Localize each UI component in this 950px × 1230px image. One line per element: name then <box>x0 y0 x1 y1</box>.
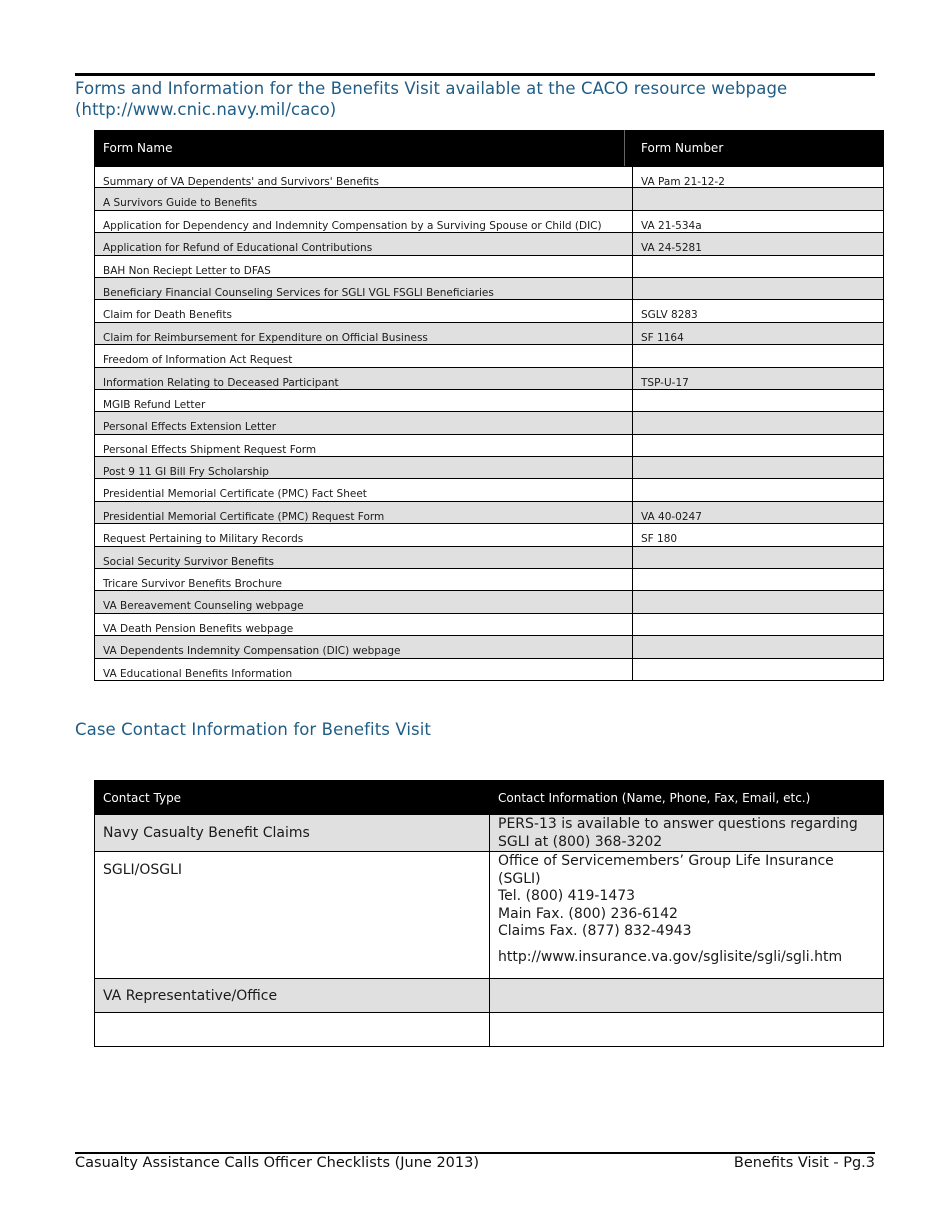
form-name-cell: Tricare Survivor Benefits Brochure <box>95 569 633 590</box>
contact-type-cell: VA Representative/Office <box>95 979 490 1012</box>
form-name-cell: Claim for Death Benefits <box>95 300 633 321</box>
table-row <box>94 636 884 658</box>
form-name-cell: Social Security Survivor Benefits <box>95 547 633 568</box>
table-row <box>94 815 884 852</box>
table-row <box>94 390 884 412</box>
form-name-cell: Information Relating to Deceased Participant <box>95 368 633 389</box>
form-name-cell: Presidential Memorial Certificate (PMC) Request Form <box>95 502 633 523</box>
form-name-cell: Freedom of Information Act Request <box>95 345 633 366</box>
table-row <box>94 591 884 613</box>
footer-page-number: Benefits Visit - Pg.3 <box>733 1155 875 1171</box>
form-name-cell: Claim for Reimbursement for Expenditure on Official Business <box>95 323 633 344</box>
sgli-url-link[interactable]: http://www.insurance.va.gov/sglisite/sgli/sgli.htm <box>498 948 843 965</box>
table-row <box>94 457 884 479</box>
form-name-header: Form Name <box>94 130 625 166</box>
table-row <box>94 345 884 367</box>
form-number-cell <box>633 188 883 209</box>
form-number-cell <box>633 591 883 612</box>
table-row <box>94 233 884 255</box>
contact-section-title: Case Contact Information for Benefits Visit <box>75 720 431 739</box>
contact-type-cell: Navy Casualty Benefit Claims <box>95 815 490 851</box>
table-row <box>94 300 884 322</box>
form-number-cell <box>633 278 883 299</box>
contact-info-line: Main Fax. (800) 236-6142 <box>498 905 678 922</box>
form-name-cell: Personal Effects Shipment Request Form <box>95 435 633 456</box>
contact-type-cell: SGLI/OSGLI <box>95 852 490 978</box>
table-row <box>94 479 884 501</box>
form-name-cell: VA Death Pension Benefits webpage <box>95 614 633 635</box>
form-number-cell <box>633 412 883 433</box>
form-number-cell: VA Pam 21-12-2 <box>641 176 725 188</box>
form-name-cell: VA Dependents Indemnity Compensation (DIC) webpage <box>95 636 633 657</box>
form-number-cell <box>633 256 883 277</box>
form-name-cell: Post 9 11 GI Bill Fry Scholarship <box>95 457 633 478</box>
contact-type-cell[interactable] <box>95 1013 490 1046</box>
form-name-cell: Application for Refund of Educational Contributions <box>95 233 633 254</box>
table-row <box>94 547 884 569</box>
form-number-cell <box>633 636 883 657</box>
form-number-cell: VA 40-0247 <box>641 510 702 523</box>
form-number-cell <box>633 569 883 590</box>
contact-info-line: SGLI at (800) 368-3202 <box>498 833 663 850</box>
contact-info-cell[interactable] <box>490 979 883 1012</box>
form-number-cell: VA 21-534a <box>641 219 702 232</box>
form-number-cell: VA 24-5281 <box>641 242 702 255</box>
contact-info-line: Claims Fax. (877) 832-4943 <box>498 923 692 939</box>
form-name-cell: VA Bereavement Counseling webpage <box>95 591 633 612</box>
form-name-cell: Request Pertaining to Military Records <box>95 524 633 545</box>
table-row <box>94 368 884 390</box>
contact-info-cell[interactable] <box>490 815 883 851</box>
table-row <box>94 614 884 636</box>
form-number-cell: TSP-U-17 <box>641 376 689 389</box>
form-name-cell: MGIB Refund Letter <box>95 390 633 411</box>
form-number-cell: SGLV 8283 <box>641 309 698 322</box>
table-row <box>94 412 884 434</box>
form-number-cell: SF 180 <box>641 533 678 546</box>
form-number-cell <box>633 614 883 635</box>
contact-info-cell[interactable] <box>490 1013 883 1046</box>
form-number-cell <box>633 547 883 568</box>
contact-table-header <box>94 780 884 815</box>
table-row <box>94 188 884 210</box>
table-row <box>94 166 884 188</box>
contact-table <box>94 780 884 1047</box>
contact-info-line: (SGLI) <box>498 870 541 887</box>
form-number-cell <box>633 659 883 680</box>
form-name-cell: Beneficiary Financial Counseling Services for SGLI VGL FSGLI Beneficiaries <box>95 278 633 299</box>
forms-table-body <box>94 166 884 681</box>
table-row <box>94 435 884 457</box>
form-number-cell <box>633 435 883 456</box>
form-name-cell: BAH Non Reciept Letter to DFAS <box>95 256 633 277</box>
table-row <box>94 524 884 546</box>
contact-info-line: Office of Servicemembers’ Group Life Insurance <box>498 853 834 869</box>
contact-info-header: Contact Information (Name, Phone, Fax, Email, etc.) <box>498 791 811 805</box>
form-name-cell: A Survivors Guide to Benefits <box>95 188 633 209</box>
contact-info-line: Tel. (800) 419-1473 <box>498 888 636 904</box>
form-number-cell: SF 1164 <box>641 331 684 344</box>
table-row <box>94 211 884 233</box>
table-row <box>94 569 884 591</box>
form-name-cell: VA Educational Benefits Information <box>95 659 633 680</box>
table-row <box>94 1013 884 1047</box>
contact-info-line: PERS-13 is available to answer questions regarding <box>498 816 858 832</box>
forms-section-title: Forms and Information for the Benefits Visit available at the CACO resource webpage (http://www.cnic.navy.mil/caco) <box>75 79 788 119</box>
contact-type-header: Contact Type <box>103 791 182 805</box>
form-number-cell <box>633 457 883 478</box>
table-row <box>94 323 884 345</box>
form-name-cell: Personal Effects Extension Letter <box>95 412 633 433</box>
table-row <box>94 256 884 278</box>
table-row <box>94 852 884 979</box>
contact-info-cell[interactable] <box>490 852 883 978</box>
table-row <box>94 278 884 300</box>
table-row <box>94 979 884 1013</box>
form-number-cell <box>633 479 883 500</box>
form-number-cell <box>633 390 883 411</box>
form-name-cell: Summary of VA Dependents' and Survivors' Benefits <box>95 167 633 187</box>
footer-document-title: Casualty Assistance Calls Officer Checklists (June 2013) <box>75 1155 480 1171</box>
form-name-cell: Application for Dependency and Indemnity Compensation by a Surviving Spouse or Child (DIC) <box>95 211 633 232</box>
forms-table-header <box>94 130 884 166</box>
form-number-header: Form Number <box>641 141 724 155</box>
table-row <box>94 659 884 681</box>
table-row <box>94 502 884 524</box>
forms-table <box>94 130 884 681</box>
form-number-cell <box>633 345 883 366</box>
form-name-cell: Presidential Memorial Certificate (PMC) Fact Sheet <box>95 479 633 500</box>
top-rule <box>75 73 875 76</box>
